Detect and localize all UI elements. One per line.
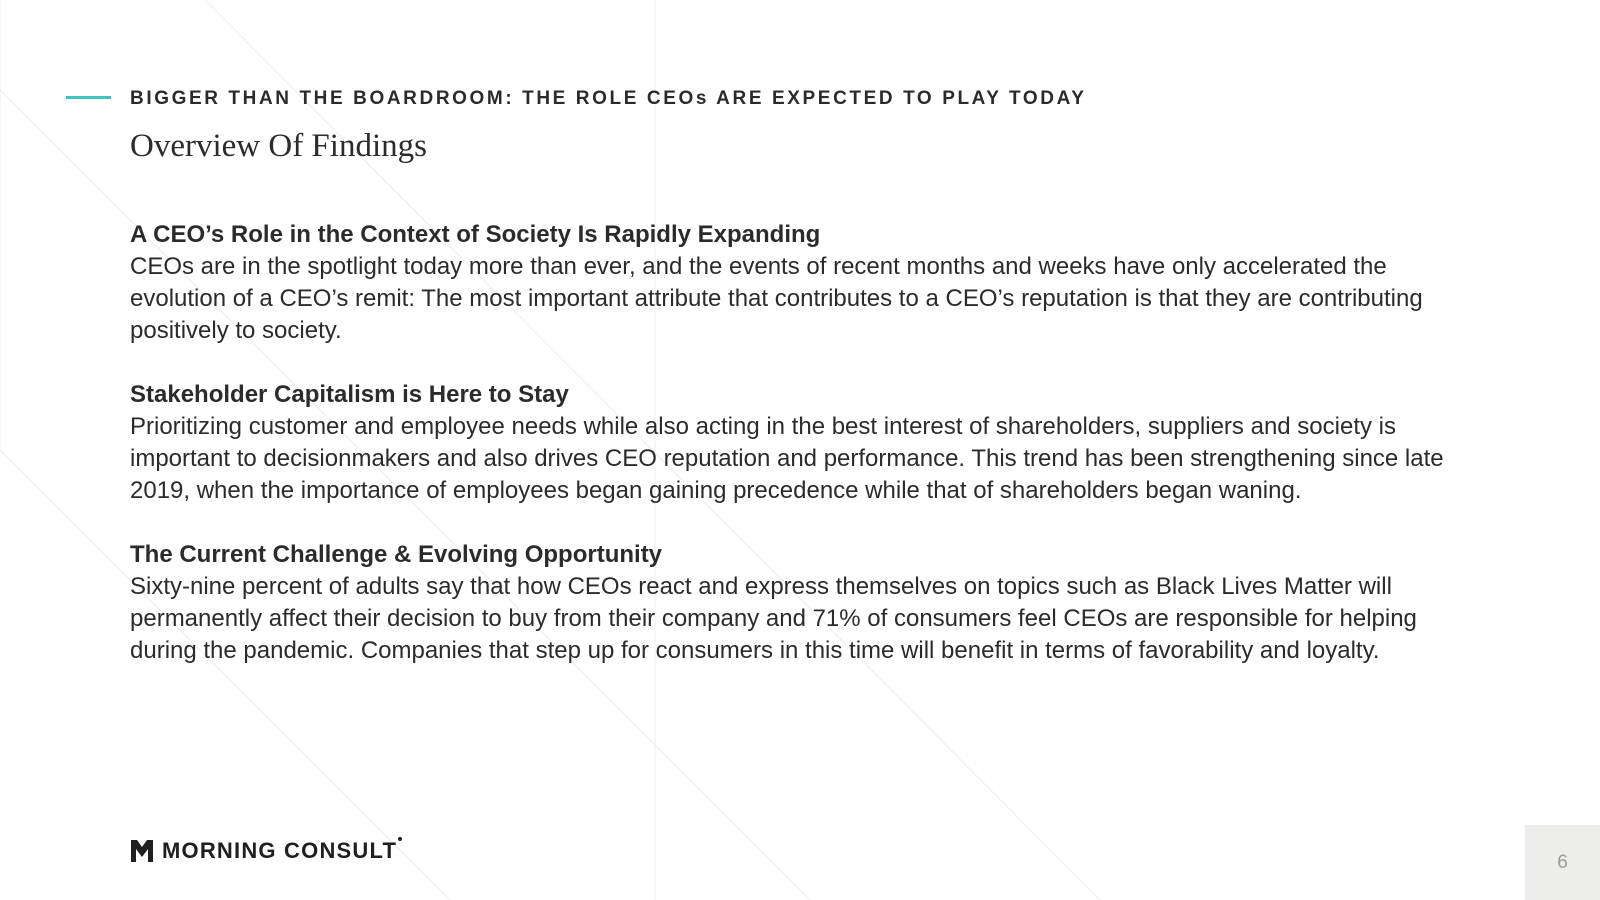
page-number-box	[1525, 825, 1600, 900]
finding-heading: Stakeholder Capitalism is Here to Stay	[130, 381, 569, 408]
section-eyebrow: BIGGER THAN THE BOARDROOM: THE ROLE CEOs ARE EXPECTED TO PLAY TODAY	[130, 88, 1087, 109]
morning-consult-logo	[130, 838, 402, 864]
finding-section	[130, 379, 1470, 507]
page-number: 6	[1557, 851, 1568, 873]
logo-wordmark: MORNING CONSULT	[162, 838, 398, 863]
finding-body: CEOs are in the spotlight today more than ever, and the events of recent months and weeks have only accelerated the evolution of a CEO’s remit: The most important attribute that contributes to a CEO’s reputation is that they are contributing positively to society.	[130, 253, 1423, 344]
finding-heading: The Current Challenge & Evolving Opportunity	[130, 541, 663, 568]
page-title: Overview Of Findings	[130, 128, 427, 164]
finding-body: Prioritizing customer and employee needs while also acting in the best interest of shareholders, suppliers and society is important to decisionmakers and also drives CEO reputation and performance. This trend has been strengthening since late 2019, when the importance of employees began gaining precedence while that of shareholders began waning.	[130, 413, 1444, 504]
findings-content	[130, 219, 1470, 699]
finding-section	[130, 539, 1470, 667]
finding-body: Sixty-nine percent of adults say that how CEOs react and express themselves on topics such as Black Lives Matter will permanently affect their decision to buy from their company and 71% of consumers feel CEOs are responsible for helping during the pandemic. Companies that step up for consumers in this time will benefit in terms of favorability and loyalty.	[130, 573, 1417, 664]
morning-consult-logo-icon	[130, 839, 154, 863]
logo-dot	[398, 837, 402, 841]
eyebrow-accent-rule	[66, 96, 111, 99]
finding-heading: A CEO’s Role in the Context of Society Is Rapidly Expanding	[130, 221, 821, 248]
finding-section	[130, 219, 1470, 347]
